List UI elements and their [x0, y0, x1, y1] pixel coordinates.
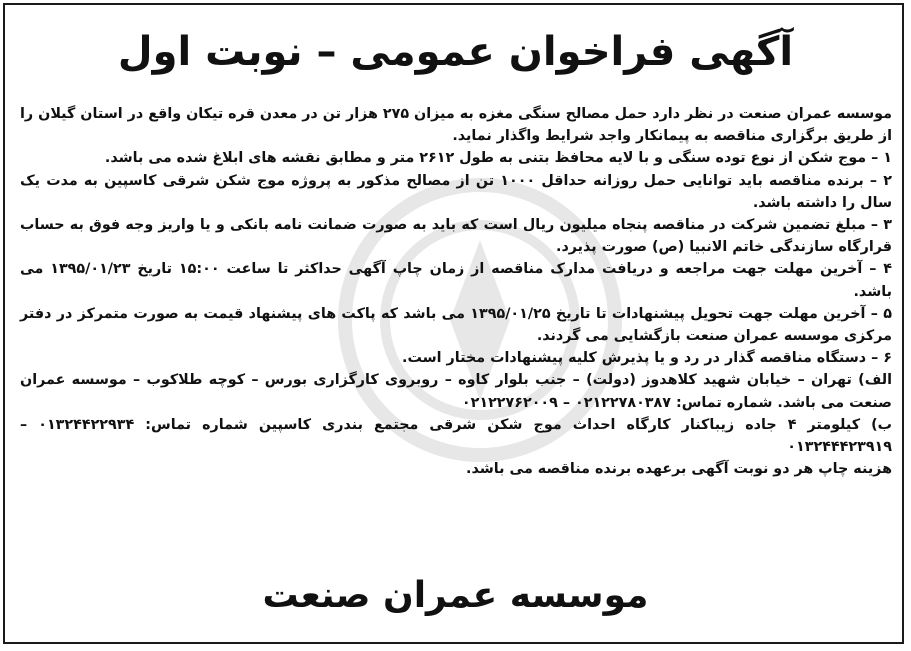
address-tehran: الف) تهران – خیابان شهید کلاهدوز (دولت) – جنب بلوار کاوه – روبروی کارگزاری بورس – کوچه طلاکوب – موسسه عمران صنعت می باشد. شماره تماس: ۰۲۱۲۲۷۸۰۳۸۷ – ۰۲۱۲۲۷۶۲۰۰۹ — [20, 372, 892, 411]
page-title: آگهی فراخوان عمومی – نوبت اول — [117, 29, 794, 75]
clause-3: ۳ – مبلغ تضمین شرکت در مناقصه پنجاه میلیون ریال است که باید به صورت ضمانت نامه بانکی و یا واریز وجه فوق به حساب قرارگاه سازندگی خاتم الانبیا (ص) صورت پذیرد. — [20, 217, 892, 256]
intro-paragraph: موسسه عمران صنعت در نظر دارد حمل مصالح سنگی مغزه به میزان ۲۷۵ هزار تن در معدن قره تیکان واقع در استان گیلان را از طریق برگزاری مناقصه به پیمانکار واجد شرایط واگذار نماید. — [20, 106, 892, 145]
announcement-body — [20, 103, 892, 480]
clause-5: ۵ – آخرین مهلت جهت تحویل پیشنهادات تا تاریخ ۱۳۹۵/۰۱/۲۵ می باشد که پاکت های پیشنهاد قیمت به صورت متمرکز در دفتر مرکزی موسسه عمران صنعت بازگشایی می گردند. — [20, 305, 892, 345]
clause-6: ۶ – دستگاه مناقصه گذار در رد و یا پذیرش کلیه پیشنهادات مختار است. — [402, 350, 892, 367]
printing-cost-note: هزینه چاپ هر دو نوبت آگهی برعهده برنده مناقصه می باشد. — [466, 461, 892, 478]
company-signature: موسسه عمران صنعت — [262, 575, 649, 616]
clause-2: ۲ – برنده مناقصه باید توانایی حمل روزانه حداقل ۱۰۰۰ تن از مصالح مذکور به پروژه موج شکن شرقی کاسپین به مدت یک سال را داشته باشد. — [20, 172, 893, 211]
clause-4: ۴ – آخرین مهلت جهت مراجعه و دریافت مدارک مناقصه از زمان چاپ آگهی حداکثر تا ساعت ۱۵:۰۰ تاریخ ۱۳۹۵/۰۱/۲۳ می باشد. — [20, 261, 892, 300]
clause-1: ۱ – موج شکن از نوع توده سنگی و با لایه محافظ بتنی به طول ۲۶۱۲ متر و مطابق نقشه های ابلاغ شده می باشد. — [104, 150, 892, 167]
address-site: ب) کیلومتر ۴ جاده زیباکنار کارگاه احداث موج شکن شرقی مجتمع بندری کاسپین شماره تماس: ۰۱۳۲۴۴۲۲۹۳۴ – ۰۱۳۲۴۴۴۲۳۹۱۹ — [20, 416, 892, 456]
